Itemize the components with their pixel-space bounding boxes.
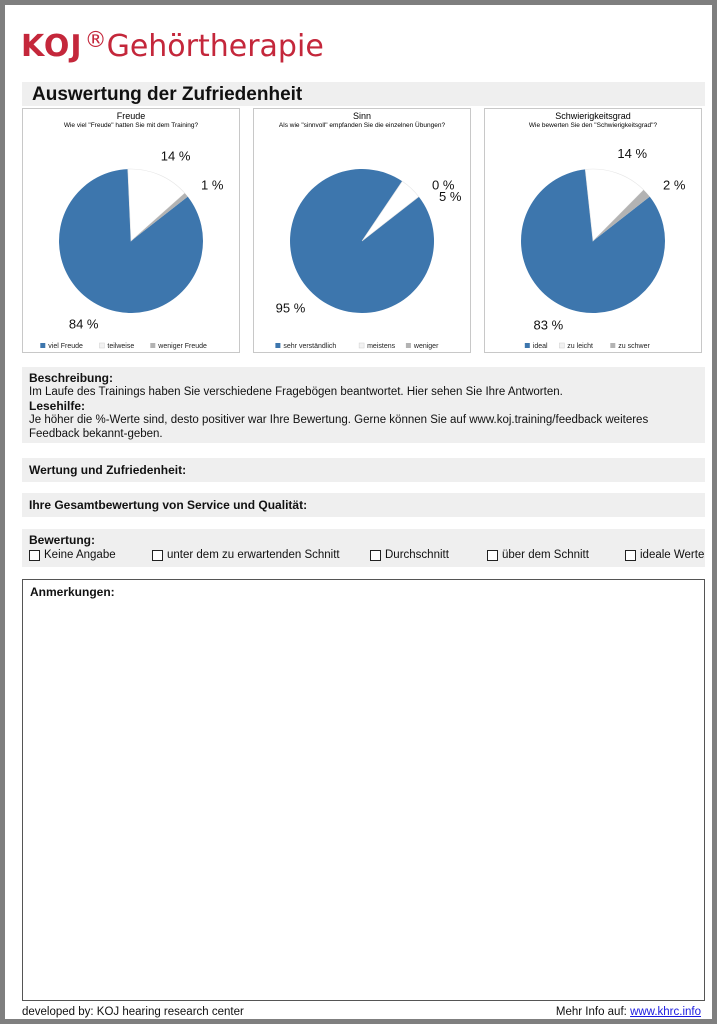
section-title-bar [22, 82, 705, 106]
legend-swatch-0 [525, 343, 530, 348]
legend-swatch-0 [275, 343, 280, 348]
chart-subtitle: Wie bewerten Sie den "Schwierigkeitsgrad"? [528, 122, 658, 129]
legend-swatch-1 [359, 343, 364, 348]
legend-swatch-1 [99, 343, 104, 348]
legend-label-2: weniger Freude [158, 343, 207, 350]
lesehilfe-heading: Lesehilfe: [29, 399, 86, 413]
gesamtbewertung-label: Ihre Gesamtbewertung von Service und Qualität: [29, 498, 308, 512]
lesehilfe-text: Je höher die %-Werte sind, desto positiver war Ihre Bewertung. Gerne können Sie auf www.koj.training/feedback weiteres Feedback bekannt-geben. [29, 414, 649, 440]
option-label: ideale Werte [640, 549, 705, 561]
option-label: über dem Schnitt [502, 549, 589, 561]
chart-subtitle: Als wie "sinnvoll" empfanden Sie die einzelnen Übungen? [278, 122, 446, 129]
chart-title: Freude [116, 111, 146, 121]
report-page [5, 5, 712, 1019]
pie-value-label-0: 95 % [275, 300, 306, 316]
brand-name: Gehörtherapie [106, 29, 324, 64]
legend-label-0: viel Freude [48, 343, 83, 350]
pie-value-label-2: 1 % [201, 177, 224, 193]
legend-swatch-0 [40, 343, 45, 348]
pie-value-label-1: 14 % [160, 148, 191, 164]
legend-swatch-2 [406, 343, 411, 348]
gesamtbewertung-bar [22, 493, 705, 517]
pie-chart-sinn [254, 109, 472, 354]
rating-label: Bewertung: [29, 533, 95, 547]
chart-title: Schwierigkeitsgrad [555, 111, 631, 121]
footer-developed-by: developed by: KOJ hearing research center [22, 1006, 244, 1018]
legend-label-2: zu schwer [618, 343, 650, 350]
rating-option-unter-schnitt[interactable] [152, 549, 340, 561]
legend-label-2: weniger [413, 343, 439, 350]
rating-option-keine-angabe[interactable] [29, 549, 116, 561]
chart-subtitle: Wie viel "Freude" hatten Sie mit dem Training? [63, 122, 199, 129]
chart-title: Sinn [352, 111, 372, 121]
legend-swatch-2 [150, 343, 155, 348]
brand-koj: KOJ [21, 29, 83, 64]
footer-more-info [556, 1006, 701, 1018]
pie-value-label-0: 84 % [68, 316, 99, 332]
checkbox[interactable] [487, 550, 498, 561]
brand-registered: ® [84, 28, 107, 53]
footer-more-info-label: Mehr Info auf: [555, 1006, 627, 1018]
option-label: Durchschnitt [385, 549, 449, 561]
rating-section [22, 529, 705, 567]
rating-option-ueber-schnitt[interactable] [487, 549, 589, 561]
option-label: Keine Angabe [44, 549, 116, 561]
chart-panel-sinn [253, 108, 471, 353]
info-box [22, 367, 705, 443]
checkbox[interactable] [152, 550, 163, 561]
notes-label: Anmerkungen: [30, 585, 115, 599]
brand-logo [21, 19, 324, 63]
checkbox[interactable] [29, 550, 40, 561]
legend-swatch-2 [610, 343, 615, 348]
legend-label-1: zu leicht [567, 343, 593, 350]
checkbox[interactable] [625, 550, 636, 561]
legend-label-1: teilweise [107, 343, 135, 350]
pie-chart-freude [23, 109, 241, 354]
pie-value-label-0: 83 % [533, 317, 564, 333]
wertung-bar [22, 458, 705, 482]
chart-panel-freude [22, 108, 240, 353]
pie-value-label-2: 0 % [432, 177, 455, 193]
rating-option-durchschnitt[interactable] [370, 549, 449, 561]
legend-label-1: meistens [367, 343, 396, 350]
wertung-label: Wertung und Zufriedenheit: [29, 463, 187, 477]
rating-option-ideale-werte[interactable] [625, 549, 704, 561]
legend-label-0: ideal [532, 343, 548, 350]
chart-panel-schwierigkeitsgrad [484, 108, 702, 353]
pie-value-label-1: 14 % [617, 146, 648, 162]
pie-value-label-2: 2 % [663, 177, 686, 193]
pie-value-label-1: 5 % [439, 188, 462, 204]
beschreibung-text: Im Laufe des Trainings haben Sie verschiedene Fragebögen beantwortet. Hier sehen Sie Ihre Antworten. [29, 386, 563, 398]
option-label: unter dem zu erwartenden Schnitt [167, 549, 340, 561]
notes-field[interactable] [22, 579, 705, 1001]
section-title: Auswertung der Zufriedenheit [32, 84, 303, 105]
footer-link[interactable]: www.khrc.info [630, 1006, 701, 1018]
checkbox[interactable] [370, 550, 381, 561]
beschreibung-heading: Beschreibung: [29, 371, 114, 385]
pie-chart-schwierigkeitsgrad [485, 109, 703, 354]
legend-label-0: sehr verständlich [283, 343, 337, 350]
legend-swatch-1 [559, 343, 564, 348]
